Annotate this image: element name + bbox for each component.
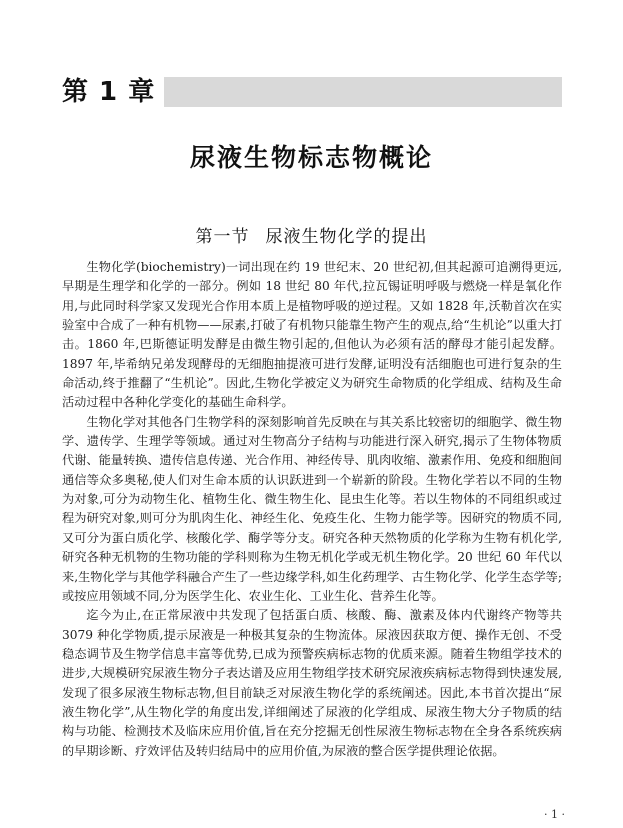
page-number: · 1 · [544, 808, 565, 821]
chapter-title: 尿液生物标志物概论 [189, 143, 433, 172]
section-heading [0, 222, 623, 247]
paragraph: 迄今为止,在正常尿液中共发现了包括蛋白质、核酸、酶、激素及体内代谢终产物等共 3079 种化学物质,提示尿液是一种极其复杂的生物流体。尿液因获取方便、操作无创、不受稳态调节及生物学信息丰富等优势,已成为预警疾病标志物的优质来源。随着生物组学技术的进步,大规模研究尿液生物分子表达谱及应用生物组学技术研究尿液疾病标志物得到快速发展,发现了很多尿液生物标志物,但目前缺乏对尿液生物化学的系统阐述。因此,本书首次提出“尿液生物化学”,从生物化学的角度出发,详细阐述了尿液的化学组成、尿液生物大分子物质的结构与功能、检测技术及临床应用价值,旨在充分挖掘无创性尿液生物标志物在全身各系统疾病的早期诊断、疗效评估及转归结局中的应用价值,为尿液的整合医学提供理论依据。 [62, 608, 562, 758]
section-title: 尿液生物化学的提出 [265, 227, 428, 247]
chapter-header-bar [164, 77, 562, 107]
section-number: 第一节 [195, 227, 250, 247]
paragraph: 生物化学(biochemistry)一词出现在约 19 世纪末、20 世纪初,但其起源可追溯得更远,早期是生理学和化学的一部分。例如 18 世纪 80 年代,拉瓦锡证明呼吸与燃烧一样是氧化作用,与此同时科学家又发现光合作用本质上是植物呼吸的逆过程。又如 1828 年,沃勒首次在实验室中合成了一种有机物——尿素,打破了有机物只能靠生物产生的观点,给“生机论”以重大打击。1860 年,巴斯德证明发酵是由微生物引起的,但他认为必须有活的酵母才能引起发酵。1897 年,毕希纳兄弟发现酵母的无细胞抽提液可进行发酵,证明没有活细胞也可进行复杂的生命活动,终于推翻了“生机论”。因此,生物化学被定义为研究生命物质的化学组成、结构及生命活动过程中各种化学变化的基础生命科学。 [62, 260, 562, 410]
paragraph: 生物化学对其他各门生物学科的深刻影响首先反映在与其关系比较密切的细胞学、微生物学、遗传学、生理学等领域。通过对生物高分子结构与功能进行深入研究,揭示了生物体物质代谢、能量转换、遗传信息传递、光合作用、神经传导、肌肉收缩、激素作用、免疫和细胞间通信等众多奥秘,使人们对生命本质的认识跃进到一个崭新的阶段。生物化学若以不同的生物为对象,可分为动物生化、植物生化、微生物生化、昆虫生化等。若以生物体的不同组织或过程为研究对象,则可分为肌肉生化、神经生化、免疫生化、生物力能学等。因研究的物质不同,又可分为蛋白质化学、核酸化学、酶学等分支。研究各种天然物质的化学称为生物有机化学,研究各种无机物的生物功能的学科则称为生物无机化学或无机生物化学。20 世纪 60 年代以来,生物化学与其他学科融合产生了一些边缘学科,如生化药理学、古生物化学、化学生态学等;或按应用领域不同,分为医学生化、农业生化、工业生化、营养生化等。 [62, 414, 562, 603]
chapter-header [62, 74, 562, 110]
chapter-label: 第 1 章 [62, 77, 156, 107]
body-text [62, 258, 562, 761]
